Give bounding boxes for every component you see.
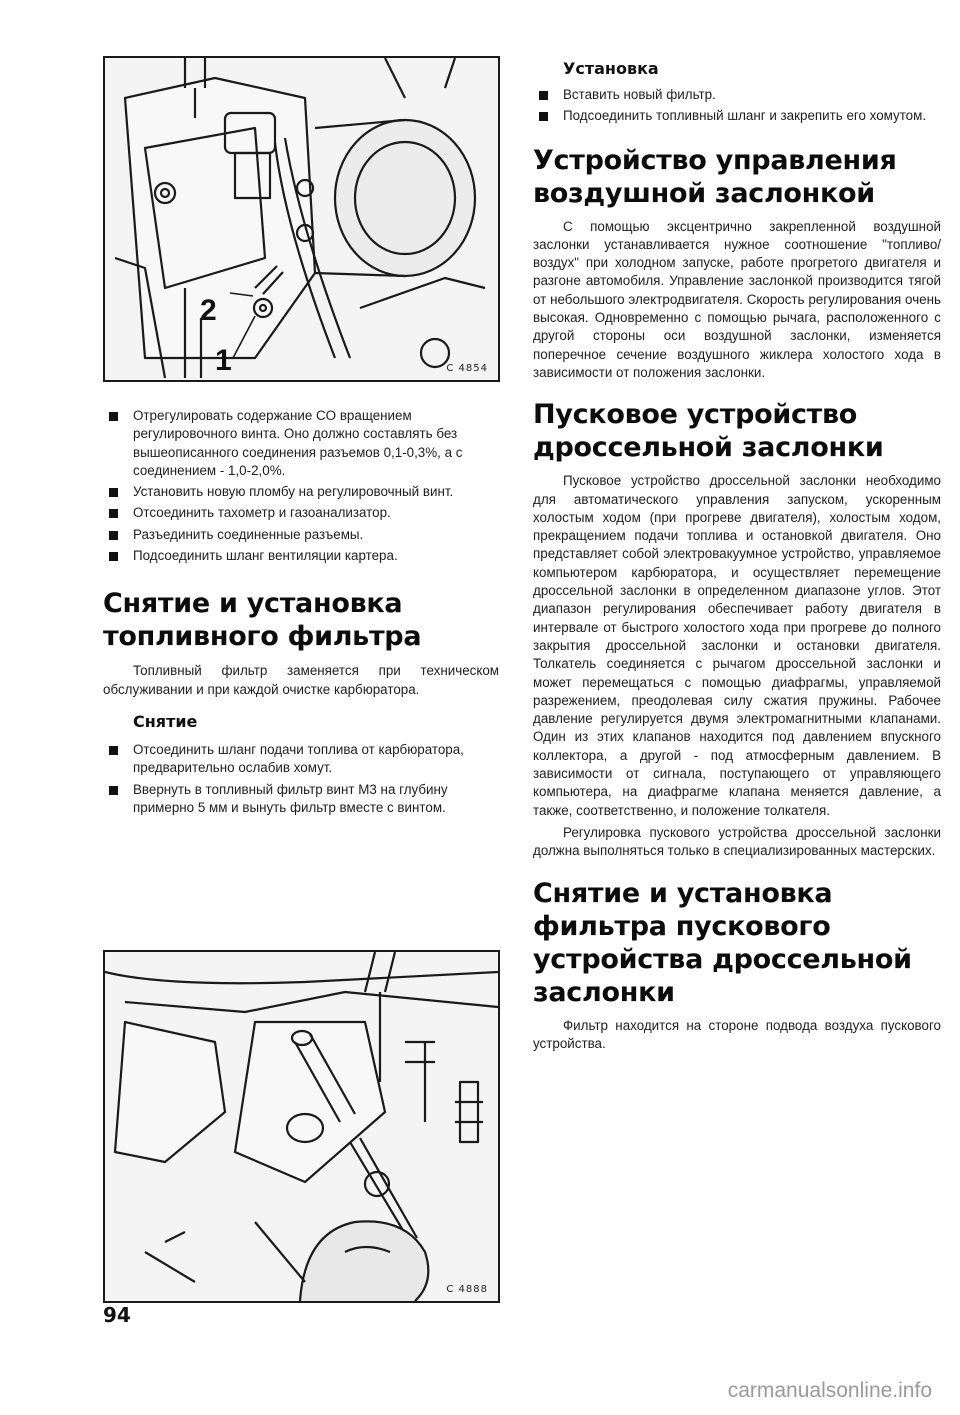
list-item: Отрегулировать содержание CO вращением регулировочного винта. Оно должно составлять без вышеописанного соединения разъемов 0,1-0,3%, а с соединением - 1,0-2,0%. xyxy=(103,407,499,480)
starter-filter-paragraph: Фильтр находится на стороне подвода воздуха пускового устройства. xyxy=(533,1017,941,1051)
bullet-icon xyxy=(539,91,548,100)
list-item: Подсоединить шланг вентиляции картера. xyxy=(103,547,499,565)
list-item: Разъединить соединенные разъемы. xyxy=(103,526,499,544)
section-heading-fuel-filter: Снятие и установка топливного фильтра xyxy=(103,588,422,653)
carburetor-drawing xyxy=(105,58,498,380)
section-heading-air-damper: Устройство управления воздушной заслонкой xyxy=(533,144,897,209)
fuel-filter-paragraph: Топливный фильтр заменяется при техническом обслуживании и при каждой очистке карбюратора. xyxy=(103,663,499,697)
fuel-filter-drawing xyxy=(105,952,498,1301)
co-adjustment-steps xyxy=(103,407,499,565)
bullet-icon xyxy=(109,488,118,497)
figure-code: C 4854 xyxy=(446,363,488,374)
subheading-installation: Установка xyxy=(563,59,659,78)
list-item: Отсоединить тахометр и газоанализатор. xyxy=(103,504,499,522)
subheading-removal: Снятие xyxy=(133,711,198,731)
section-heading-starter-filter: Снятие и установка фильтра пускового устройства дроссельной заслонки xyxy=(533,877,912,1008)
bullet-icon xyxy=(109,412,118,421)
bullet-icon xyxy=(109,552,118,561)
starter-paragraph-1: Пусковое устройство дроссельной заслонки необходимо для автоматического управления запуском, ускоренным холостым ходом (при прогреве двигателя), холостым ходом, прекращением подачи топлива и остановкой двигателя. Оно представляет собой электровакуумное устройство, управляемое компьютером карбюратора, и осуществляет перемещение дроссельной заслонки в определенном диапазоне углов. Этот диапазон регулирования обеспечивает работу двигателя в интервале от быстрого холостого хода при прогреве до полного закрытия дроссельной заслонки и остановки двигателя. Толкатель соединяется с рычагом дроссельной заслонки и может перемещаться с помощью диафрагмы, управляемой разрежением, преодолевая силу сжатия пружины. Рабочее давление регулируется двумя электромагнитными клапанами. Один из этих клапанов находится под давлением впускного коллектора, а другой - под атмосферным давлением. В зависимости от сигнала, поступающего от управляющего компьютера, на диафрагме клапана меняется давление, а также, соответственно, и положение толкателя. xyxy=(533,473,941,818)
air-damper-paragraph: С помощью эксцентрично закрепленной воздушной заслонки устанавливается нужное соотношение "топливо/воздух" при холодном запуске, работе прогретого двигателя и разгоне автомобиля. Управление заслонкой производится тягой от небольшого электродвигателя. Скорость регулирования очень высокая. Одновременно с помощью рычага, расположенного с другой стороны оси воздушной заслонки, изменяется поперечное сечение воздушного жиклера холостого хода в зависимости от положения заслонки. xyxy=(533,218,941,380)
installation-steps xyxy=(533,86,941,126)
bullet-icon xyxy=(539,112,548,121)
list-item: Ввернуть в топливный фильтр винт М3 на глубину примерно 5 мм и вынуть фильтр вместе с винтом. xyxy=(103,781,499,818)
bullet-icon xyxy=(109,509,118,518)
callout-2: 2 xyxy=(200,294,217,327)
list-item: Установить новую пломбу на регулировочный винт. xyxy=(103,483,499,501)
bullet-icon xyxy=(109,531,118,540)
right-column xyxy=(533,58,941,1053)
callout-1: 1 xyxy=(215,344,232,377)
bullet-icon xyxy=(109,746,118,755)
figure-code: C 4888 xyxy=(446,1284,488,1295)
left-column xyxy=(103,407,499,820)
list-item: Подсоединить топливный шланг и закрепить его хомутом. xyxy=(533,107,941,125)
watermark: carmanualsonline.info xyxy=(727,1379,932,1402)
bullet-icon xyxy=(109,786,118,795)
list-item: Отсоединить шланг подачи топлива от карбюратора, предварительно ослабив хомут. xyxy=(103,741,499,778)
fuel-filter-figure xyxy=(103,950,500,1303)
carburetor-figure-co-adjustment xyxy=(103,56,500,382)
section-heading-throttle-starter: Пусковое устройство дроссельной заслонки xyxy=(533,399,884,464)
list-item: Вставить новый фильтр. xyxy=(533,86,941,104)
starter-paragraph-2: Регулировка пускового устройства дроссельной заслонки должна выполняться только в специализированных мастерских. xyxy=(533,824,941,859)
page-number: 94 xyxy=(103,1303,131,1327)
removal-steps xyxy=(103,741,499,817)
